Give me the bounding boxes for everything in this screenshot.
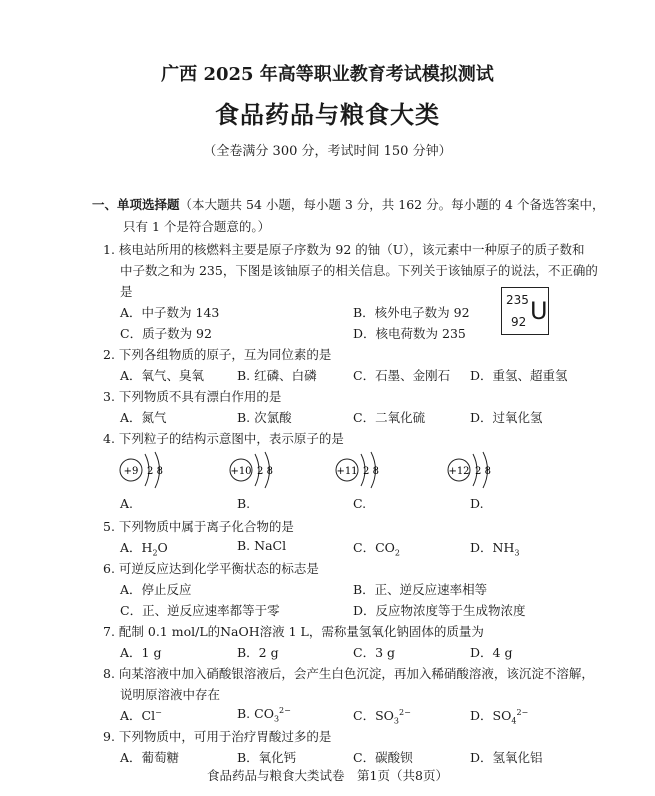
- atom-a-shells: 2 8: [147, 466, 163, 477]
- atom-diagram-a: [118, 450, 198, 490]
- atom-a-nucleus: +9: [123, 466, 139, 477]
- q7-option-a: A．1 g: [120, 645, 162, 660]
- exam-note: （全卷满分 300 分，考试时间 150 分钟）: [203, 144, 452, 159]
- section-instructions-2: 只有 1 个是符合题意的。）: [123, 219, 271, 234]
- q7-option-d: D．4 g: [470, 645, 513, 660]
- q1-option-d: D．核电荷数为 235: [353, 326, 466, 341]
- q5-option-d: D．$NH_3$: [470, 540, 520, 558]
- q2-option-d: D．重氢、超重氢: [470, 368, 568, 383]
- q3-option-c: C．二氧化硫: [353, 410, 426, 425]
- q6-option-b: B．正、逆反应速率相等: [353, 582, 488, 597]
- atom-d-nucleus: +12: [448, 466, 470, 477]
- q5-option-b: B. NaCl: [237, 538, 287, 553]
- atom-b-shells: 2 8: [257, 466, 273, 477]
- q8-line1: 8. 向某溶液中加入硝酸银溶液后，会产生白色沉淀，再加入稀硝酸溶液，该沉淀不溶解，: [103, 666, 594, 681]
- q3-option-b: B. 次氯酸: [237, 410, 292, 425]
- atom-diagram-d: [446, 450, 526, 490]
- atom-d-shells: 2 8: [475, 466, 491, 477]
- exam-title: 广西 2025 年高等职业教育考试模拟测试: [161, 64, 494, 85]
- q9-option-a: A．葡萄糖: [120, 750, 180, 765]
- q1-option-b: B．核外电子数为 92: [353, 305, 470, 320]
- uranium-element-box: [501, 287, 549, 335]
- q2-option-a: A．氧气、臭氧: [120, 368, 205, 383]
- q7-stem: 7. 配制 0.1 mol/L的NaOH溶液 1 L，需称量氢氧化钠固体的质量为: [103, 624, 484, 639]
- q8-option-a: A．Cl−: [120, 707, 162, 723]
- q7-option-c: C．3 g: [353, 645, 395, 660]
- section-instructions-1: （本大题共 54 小题，每小题 3 分，共 162 分。每小题的 4 个备选答案中，: [179, 197, 605, 212]
- q2-stem: 2. 下列各组物质的原子，互为同位素的是: [103, 347, 332, 362]
- atom-c-shells: 2 8: [363, 466, 379, 477]
- atom-diagram-c: [334, 450, 414, 490]
- q4-option-b: B.: [237, 496, 251, 511]
- atom-diagram-b: [228, 450, 308, 490]
- exam-subject: 食品药品与粮食大类: [215, 100, 440, 129]
- q9-option-c: C．碳酸钡: [353, 750, 413, 765]
- element-mass-number: 235: [506, 293, 529, 307]
- q1-line2: 中子数之和为 235，下图是该铀原子的相关信息。下列关于该铀原子的说法，不正确的: [120, 263, 598, 278]
- q4-option-d: D.: [470, 496, 484, 511]
- q9-option-d: D．氢氧化铝: [470, 750, 543, 765]
- page-footer: 食品药品与粮食大类试卷 第1页（共8页）: [207, 768, 448, 783]
- q7-option-b: B．2 g: [237, 645, 279, 660]
- q1-option-c: C．质子数为 92: [120, 326, 212, 341]
- q8-option-d: D．$SO_4^{2-}$: [470, 707, 529, 726]
- q8-option-b: B. $CO_3^{2-}$: [237, 706, 291, 724]
- q5-option-c: C．$CO_2$: [353, 540, 400, 558]
- section-heading: 一、单项选择题: [92, 197, 180, 212]
- q5-option-a: A．$H_2O$: [120, 540, 168, 558]
- q1-line3: 是: [120, 284, 133, 299]
- q1-line1: 1. 核电站所用的核燃料主要是原子序数为 92 的铀（U），该元素中一种原子的质子数和: [103, 242, 585, 257]
- q4-option-a: A.: [120, 496, 134, 511]
- q8-option-c: C．$SO_3^{2-}$: [353, 707, 411, 726]
- q3-option-a: A．氮气: [120, 410, 167, 425]
- q8-line2: 说明原溶液中存在: [120, 687, 221, 702]
- section-instructions: [92, 195, 604, 213]
- atom-c-nucleus: +11: [336, 466, 358, 477]
- q6-option-a: A．停止反应: [120, 582, 192, 597]
- q3-stem: 3. 下列物质不具有漂白作用的是: [103, 389, 282, 404]
- q2-option-b: B. 红磷、白磷: [237, 368, 317, 383]
- q4-stem: 4. 下列粒子的结构示意图中，表示原子的是: [103, 431, 344, 446]
- element-symbol: U: [530, 297, 548, 325]
- q6-option-c: C．正、逆反应速率都等于零: [120, 603, 280, 618]
- q3-option-d: D．过氧化氢: [470, 410, 543, 425]
- q4-option-c: C.: [353, 496, 367, 511]
- q1-option-a: A．中子数为 143: [120, 305, 220, 320]
- q6-stem: 6. 可逆反应达到化学平衡状态的标志是: [103, 561, 319, 576]
- q9-option-b: B．氧化钙: [237, 750, 297, 765]
- atom-b-nucleus: +10: [230, 466, 252, 477]
- q2-option-c: C．石墨、金刚石: [353, 368, 451, 383]
- q5-stem: 5. 下列物质中属于离子化合物的是: [103, 519, 294, 534]
- q9-stem: 9. 下列物质中，可用于治疗胃酸过多的是: [103, 729, 332, 744]
- q6-option-d: D．反应物浓度等于生成物浓度: [353, 603, 526, 618]
- element-atomic-number: 92: [511, 315, 527, 329]
